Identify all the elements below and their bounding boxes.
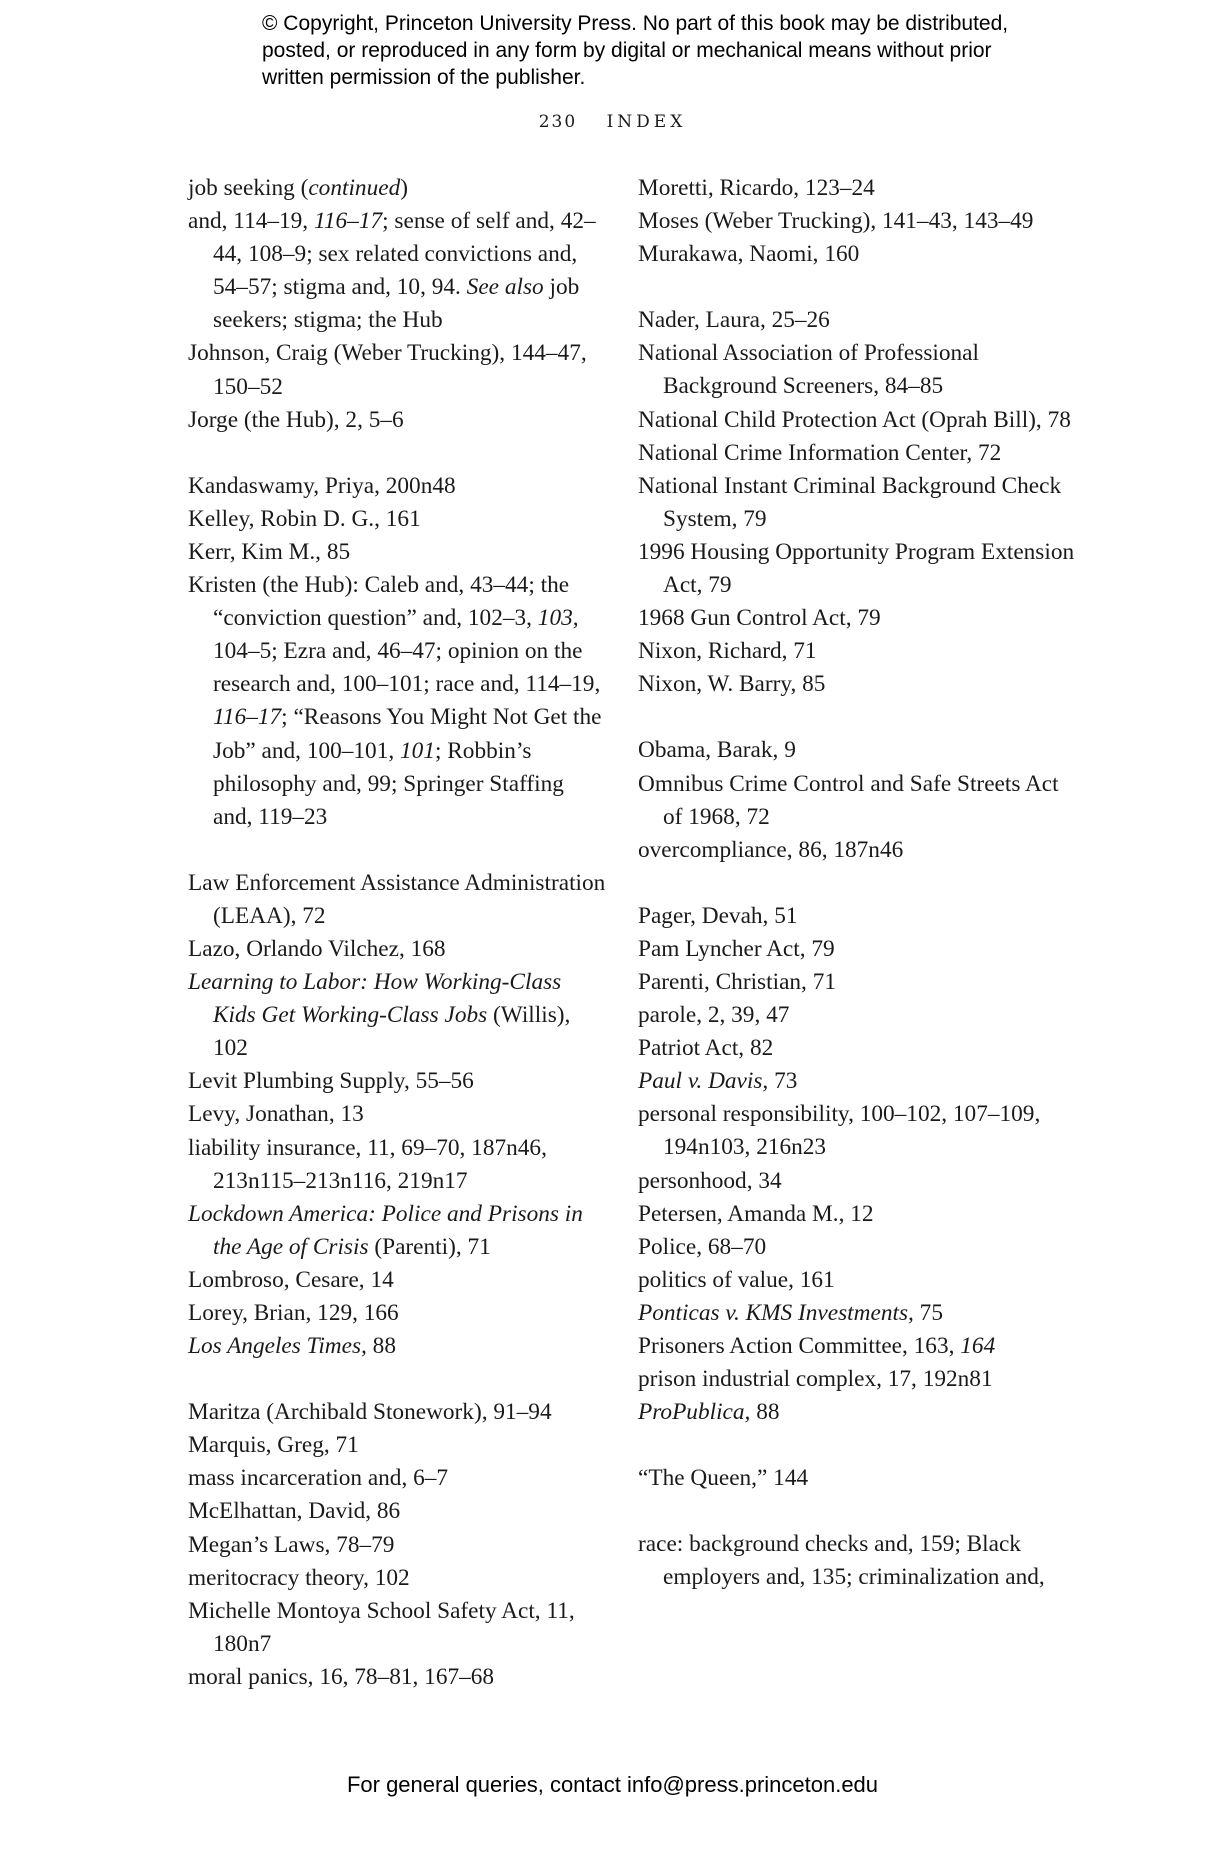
index-entry-napbs (638, 337, 1078, 403)
index-subentry-job-seeking-text: See also (466, 274, 544, 301)
index-entry-mcelhattan-text: McElhattan, David, 86 (188, 1498, 401, 1525)
index-entry-meritocracy-text: meritocracy theory, 102 (188, 1564, 410, 1591)
index-entry-kelley-text: Kelley, Robin D. G., 161 (188, 505, 421, 532)
running-head (0, 112, 1225, 132)
index-entry-kelley (188, 503, 608, 536)
index-entry-ncic (638, 437, 1078, 470)
index-entry-nics-text: National Instant Criminal Background Check System, 79 (638, 472, 1062, 532)
index-entry-personhood-text: personhood, 34 (638, 1167, 782, 1194)
index-entry-liability (188, 1132, 608, 1198)
index-entry-murakawa-text: Murakawa, Naomi, 160 (638, 241, 860, 268)
index-entry-personal-responsibility (638, 1098, 1078, 1164)
index-entry-megans-laws-text: Megan’s Laws, 78–79 (188, 1531, 395, 1558)
index-entry-kristen-text: ; “Reasons You Might Not Get the Job” and, 100–101, (213, 704, 602, 764)
index-entry-parole-text: parole, 2, 39, 47 (638, 1002, 790, 1029)
index-entry-johnson (188, 337, 608, 403)
index-entry-marquis-text: Marquis, Greg, 71 (188, 1432, 359, 1459)
index-entry-kristen-text: 103, (537, 605, 579, 632)
index-entry-race-text: race: background checks and, 159; Black employers and, 135; criminalization and, (638, 1531, 1045, 1591)
index-entry-patriot-act (638, 1032, 1078, 1065)
index-entry-police-text: Police, 68–70 (638, 1233, 767, 1260)
index-column-right (638, 172, 1078, 1595)
index-entry-obama (638, 734, 1078, 767)
index-entry-parole (638, 999, 1078, 1032)
footer-contact: For general queries, contact info@press.princeton.edu (346, 1772, 879, 1797)
index-entry-moses-text: Moses (Weber Trucking), 141–43, 143–49 (638, 208, 1034, 235)
index-entry-kristen-text: 104–5; Ezra and, 46–47; opinion on the research and, 100–101; race and, 114–19, (213, 638, 601, 698)
index-entry-prisoners-action-committee-text: Prisoners Action Committee, 163, (638, 1333, 961, 1359)
index-entry-obama-text: Obama, Barak, 9 (638, 737, 796, 764)
index-column-left (188, 172, 608, 1694)
index-entry-levy (188, 1098, 608, 1131)
page-number: 230 (538, 112, 578, 132)
index-entry-prisoners-action-committee-text: 164 (960, 1333, 996, 1359)
index-entry-ponticas-text: Ponticas v. KMS Investments, (638, 1299, 914, 1326)
index-entry-lorey (188, 1297, 608, 1330)
index-entry-race (638, 1528, 1078, 1594)
index-entry-paul-v-davis-text: Paul v. Davis, (638, 1068, 769, 1095)
index-entry-la-times-text: Los Angeles Times, (188, 1333, 367, 1360)
index-entry-overcompliance (638, 834, 1078, 867)
index-entry-propublica-text: ProPublica, (638, 1399, 751, 1426)
index-entry-police (638, 1231, 1078, 1264)
index-entry-moretti (638, 172, 1078, 205)
index-entry-job-seeking (188, 172, 608, 205)
index-entry-paul-v-davis (638, 1065, 1078, 1098)
index-entry-la-times (188, 1330, 608, 1363)
index-entry-propublica (638, 1396, 1078, 1429)
index-entry-maritza (188, 1396, 608, 1429)
index-entry-job-seeking-text: job seeking ( (188, 175, 309, 201)
index-entry-petersen-text: Petersen, Amanda M., 12 (638, 1200, 874, 1227)
index-entry-lombroso (188, 1264, 608, 1297)
index-entry-michelle-montoya-text: Michelle Montoya School Safety Act, 11, 180n7 (188, 1597, 575, 1657)
index-entry-nixon-richard (638, 635, 1078, 668)
index-entry-la-times-text: 88 (366, 1333, 396, 1360)
index-entry-megans-laws (188, 1529, 608, 1562)
index-entry-michelle-montoya (188, 1595, 608, 1661)
index-entry-lazo-text: Lazo, Orlando Vilchez, 168 (188, 935, 446, 962)
index-entry-kristen-text: Kristen (the Hub): Caleb and, 43–44; the “conviction question” and, 102–3, (188, 572, 570, 632)
index-entry-levit (188, 1065, 608, 1098)
index-entry-moses (638, 205, 1078, 238)
index-entry-pam-lyncher (638, 933, 1078, 966)
index-entry-lorey-text: Lorey, Brian, 129, 166 (188, 1300, 399, 1326)
index-entry-national-child-protection-act (638, 404, 1078, 437)
index-entry-meritocracy (188, 1562, 608, 1595)
index-entry-parenti (638, 966, 1078, 999)
index-entry-national-child-protection-act-text: National Child Protection Act (Oprah Bill), 78 (638, 406, 1071, 433)
index-subentry-job-seeking-text: 116–17 (313, 208, 383, 235)
index-entry-kandaswamy-text: Kandaswamy, Priya, 200n48 (188, 472, 456, 499)
index-entry-kristen-text: 116–17 (213, 704, 282, 731)
index-entry-omnibus-text: Omnibus Crime Control and Safe Streets Act of 1968, 72 (638, 770, 1059, 830)
index-entry-1968-gun-control-text: 1968 Gun Control Act, 79 (638, 605, 881, 632)
index-entry-1996-housing (638, 536, 1078, 602)
index-entry-nixon-richard-text: Nixon, Richard, 71 (638, 638, 817, 665)
index-entry-1968-gun-control (638, 602, 1078, 635)
index-entry-johnson-text: Johnson, Craig (Weber Trucking), 144–47, 150–52 (188, 340, 587, 400)
index-entry-pager (638, 900, 1078, 933)
index-subentry-job-seeking-text: ; sense of self and, 42–44, 108–9; sex related convictions and, 54–57; stigma and, 10, 94. (213, 208, 596, 301)
index-entry-petersen (638, 1198, 1078, 1231)
index-entry-kandaswamy (188, 470, 608, 503)
index-entry-prisoners-action-committee (638, 1330, 1078, 1363)
index-entry-kerr (188, 536, 608, 569)
index-entry-leaa (188, 867, 608, 933)
index-entry-jorge-text: Jorge (the Hub), 2, 5–6 (188, 406, 404, 433)
index-entry-1996-housing-text: 1996 Housing Opportunity Program Extension Act, 79 (638, 538, 1075, 599)
index-entry-nixon-w-barry (638, 668, 1078, 701)
index-entry-lombroso-text: Lombroso, Cesare, 14 (188, 1266, 394, 1293)
index-entry-politics-of-value-text: politics of value, 161 (638, 1266, 835, 1293)
index-entry-moral-panics (188, 1661, 608, 1694)
index-entry-personal-responsibility-text: personal responsibility, 100–102, 107–109, 194n103, 216n23 (638, 1101, 1041, 1161)
index-entry-ponticas (638, 1297, 1078, 1330)
running-title: INDEX (606, 112, 687, 132)
index-entry-maritza-text: Maritza (Archibald Stonework), 91–94 (188, 1399, 552, 1426)
index-entry-mass-incarceration (188, 1462, 608, 1495)
index-entry-ponticas-text: 75 (913, 1299, 943, 1326)
index-entry-nics (638, 470, 1078, 536)
index-entry-parenti-text: Parenti, Christian, 71 (638, 968, 837, 995)
index-entry-job-seeking-text: continued (308, 175, 401, 201)
index-subentry-job-seeking (188, 205, 608, 337)
index-entry-kristen (188, 569, 608, 834)
index-entry-mcelhattan (188, 1495, 608, 1528)
index-entry-marquis (188, 1429, 608, 1462)
index-entry-moretti-text: Moretti, Ricardo, 123–24 (638, 175, 875, 201)
index-entry-lockdown-america-text: Lockdown America: Police and Prisons in the Age of Crisis (188, 1200, 583, 1260)
index-entry-nader (638, 304, 1078, 337)
index-entry-the-queen (638, 1462, 1078, 1495)
index-entry-paul-v-davis-text: 73 (768, 1068, 798, 1095)
index-entry-omnibus (638, 768, 1078, 834)
index-entry-pam-lyncher-text: Pam Lyncher Act, 79 (638, 935, 835, 962)
index-entry-kristen-text: ; Robbin’s philosophy and, 99; Springer Staffing and, 119–23 (213, 737, 564, 830)
index-entry-levy-text: Levy, Jonathan, 13 (188, 1101, 364, 1128)
index-entry-moral-panics-text: moral panics, 16, 78–81, 167–68 (188, 1663, 495, 1690)
index-entry-the-queen-text: “The Queen,” 144 (638, 1465, 809, 1492)
index-entry-learning-to-labor (188, 966, 608, 1065)
index-entry-prison-industrial-complex-text: prison industrial complex, 17, 192n81 (638, 1366, 993, 1393)
index-entry-lockdown-america (188, 1198, 608, 1264)
index-entry-learning-to-labor-text: Learning to Labor: How Working-Class Kids Get Working-Class Jobs (188, 969, 562, 1029)
copyright-notice: © Copyright, Princeton University Press. No part of this book may be distributed, posted, or reproduced in any form by digital or mechanical means without prior written permission of the publisher. (262, 12, 1009, 89)
index-entry-kristen-text: 101 (400, 737, 435, 764)
index-entry-lazo (188, 933, 608, 966)
index-entry-personhood (638, 1165, 1078, 1198)
index-entry-pager-text: Pager, Devah, 51 (638, 902, 798, 929)
index-entry-levit-text: Levit Plumbing Supply, 55–56 (188, 1068, 474, 1095)
index-entry-job-seeking-text: ) (400, 175, 408, 201)
index-entry-ncic-text: National Crime Information Center, 72 (638, 439, 1002, 466)
index-entry-politics-of-value (638, 1264, 1078, 1297)
index-entry-prison-industrial-complex (638, 1363, 1078, 1396)
index-entry-learning-to-labor-text: (Willis), 102 (213, 1002, 571, 1062)
index-entry-napbs-text: National Association of Professional Background Screeners, 84–85 (638, 340, 979, 400)
index-entry-overcompliance-text: overcompliance, 86, 187n46 (638, 836, 904, 863)
index-entry-leaa-text: Law Enforcement Assistance Administration (LEAA), 72 (188, 869, 606, 929)
index-entry-nader-text: Nader, Laura, 25–26 (638, 307, 830, 334)
index-entry-kerr-text: Kerr, Kim M., 85 (188, 538, 351, 565)
index-entry-nixon-w-barry-text: Nixon, W. Barry, 85 (638, 671, 826, 698)
index-subentry-job-seeking-text: and, 114–19, (188, 208, 314, 235)
index-entry-murakawa (638, 238, 1078, 271)
index-entry-lockdown-america-text: (Parenti), 71 (368, 1233, 491, 1260)
index-entry-mass-incarceration-text: mass incarceration and, 6–7 (188, 1465, 449, 1492)
index-subentry-job-seeking-text: job seekers; stigma; the Hub (213, 274, 580, 334)
index-entry-patriot-act-text: Patriot Act, 82 (638, 1035, 774, 1062)
index-entry-jorge (188, 404, 608, 437)
index-entry-liability-text: liability insurance, 11, 69–70, 187n46, 213n115–213n116, 219n17 (188, 1134, 547, 1194)
index-entry-propublica-text: 88 (750, 1399, 780, 1426)
